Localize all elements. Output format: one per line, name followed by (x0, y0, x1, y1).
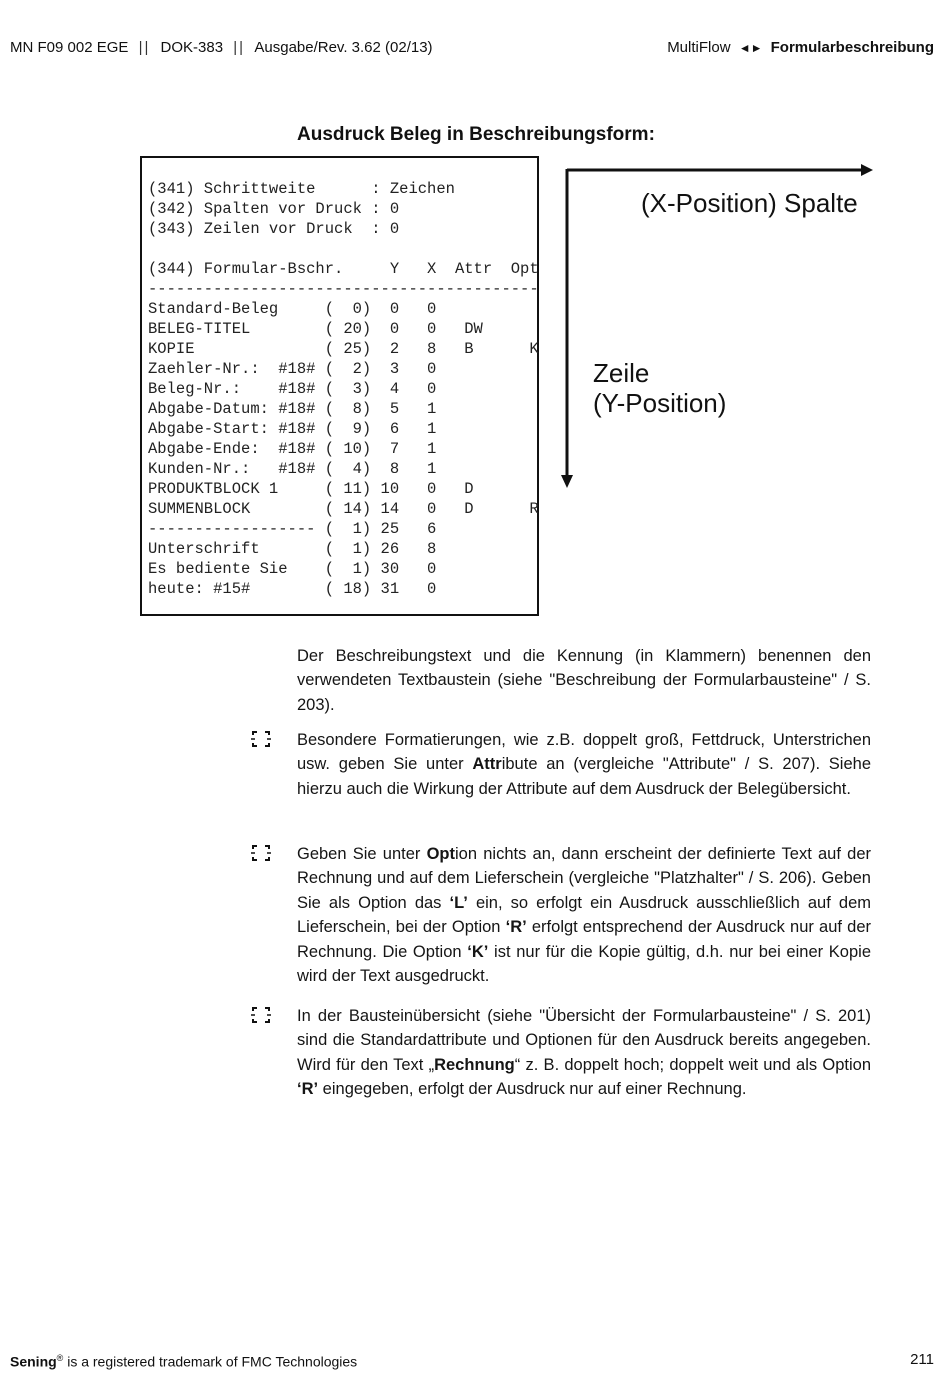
printout-line (148, 239, 539, 259)
option-l: ‘L’ (449, 893, 468, 912)
text: “ z. B. doppelt hoch; doppelt weit und als Option (514, 1055, 871, 1074)
trademark-text: is a registered trademark of FMC Technologies (63, 1353, 358, 1370)
keyword-opt: Opt (426, 845, 456, 863)
header-section-info (667, 39, 934, 56)
paragraph-attributes (297, 728, 871, 801)
doc-code: MN F09 002 EGE (10, 39, 129, 56)
registered-mark: ® (56, 1353, 64, 1363)
printout-line: ------------------------------------------ (148, 280, 539, 298)
header-separator: || (138, 39, 151, 56)
printout-line: Beleg-Nr.: #18# ( 3) 4 0 (148, 380, 437, 398)
text: ein, so erfolgt ein Ausdruck ausschließlich auf dem Lieferschein, bei der Option (297, 893, 871, 937)
option-r: ‘R’ (505, 918, 527, 937)
paragraph-description: Der Beschreibungstext und die Kennung (in Klammern) benennen den verwendeten Textbaustein (siehe "Beschreibung der Formularbausteine" / S. 203). (297, 647, 871, 714)
y-axis-label-line1: Zeile (593, 358, 650, 388)
y-axis-arrowhead-icon (561, 475, 573, 488)
printout-line: (341) Schrittweite : Zeichen (148, 180, 455, 198)
printout-box (140, 156, 539, 616)
keyword-attr: Attr (472, 755, 502, 774)
printout-line: PRODUKTBLOCK 1 ( 11) 10 0 D (148, 480, 474, 498)
text: In der Bausteinübersicht (siehe "Übersicht der Formularbausteine" / S. 201) sind die Standardattribute und Optionen für den Ausdruck bereits angegeben. Wird für den Text „ (297, 1007, 871, 1074)
option-k: ‘K’ (467, 942, 489, 961)
keyword-rechnung: Rechnung (434, 1055, 515, 1074)
brand-name: Sening (10, 1353, 57, 1370)
printout-line: (342) Spalten vor Druck : 0 (148, 200, 400, 218)
doc-number: DOK-383 (160, 39, 224, 56)
printout-line: heute: #15# ( 18) 31 0 (148, 580, 437, 598)
section-title: Ausdruck Beleg in Beschreibungsform: (297, 124, 655, 145)
printout-line: ------------------ ( 1) 25 6 (148, 520, 437, 538)
printout-line: Abgabe-Start: #18# ( 9) 6 1 (148, 420, 437, 438)
doc-revision: Ausgabe/Rev. 3.62 (02/13) (254, 39, 433, 56)
text: eingegeben, erfolgt der Ausdruck nur auf einer Rechnung. (318, 1080, 747, 1099)
section-name: Formularbeschreibung (770, 39, 934, 56)
text: ion nichts an, dann erscheint der definierte Text auf der Rechnung und auf dem Lieferschein (vergleiche "Platzhalter" / S. 206). Geben Sie als Option das (297, 845, 871, 912)
note-bullet-icon (250, 730, 272, 748)
printout-lines (148, 179, 539, 599)
printout-line: Abgabe-Datum: #18# ( 8) 5 1 (148, 400, 437, 418)
printout-line: Abgabe-Ende: #18# ( 10) 7 1 (148, 440, 437, 458)
note-bullet-icon (250, 1006, 272, 1024)
footer-trademark (10, 1353, 357, 1370)
note-bullet-icon (250, 844, 272, 862)
printout-line: KOPIE ( 25) 2 8 B K (148, 340, 539, 358)
printout-line: (343) Zeilen vor Druck : 0 (148, 220, 400, 238)
x-axis-label: (X-Position) Spalte (641, 188, 858, 218)
page-number: 211 (910, 1351, 934, 1368)
printout-line: Es bediente Sie ( 1) 30 0 (148, 560, 437, 578)
text: Besondere Formatierungen, wie z.B. doppelt groß, Fettdruck, Unterstrichen usw. geben Sie unter (297, 731, 871, 774)
product-name: MultiFlow (667, 39, 731, 56)
text: erfolgt entsprechend der Ausdruck nur auf der Rechnung. Die Option (297, 918, 871, 961)
printout-line: BELEG-TITEL ( 20) 0 0 DW (148, 320, 483, 338)
printout-line: Zaehler-Nr.: #18# ( 2) 3 0 (148, 360, 437, 378)
option-r: ‘R’ (297, 1080, 319, 1099)
paragraph-options (297, 842, 871, 988)
y-axis-label (593, 358, 726, 418)
header-document-info (10, 39, 433, 56)
y-axis-label-line2: (Y-Position) (593, 388, 727, 418)
header-separator: || (233, 39, 246, 56)
x-axis-arrowhead-icon (861, 164, 873, 176)
paragraph-overview (297, 1004, 871, 1102)
text: ibute an (vergleiche "Attribute" / S. 207). Siehe hierzu auch die Wirkung der Attribute auf dem Ausdruck der Belegübersicht. (297, 755, 871, 798)
printout-line: Unterschrift ( 1) 26 8 (148, 540, 437, 558)
text: Geben Sie unter (297, 845, 427, 863)
navigation-arrows-icon: ◄► (738, 41, 763, 55)
printout-line: Kunden-Nr.: #18# ( 4) 8 1 (148, 460, 437, 478)
printout-line: (344) Formular-Bschr. Y X Attr Opt (148, 260, 539, 278)
printout-line: SUMMENBLOCK ( 14) 14 0 D R (148, 500, 539, 518)
printout-line: Standard-Beleg ( 0) 0 0 (148, 300, 437, 318)
text: ist nur für die Kopie gültig, d.h. nur bei einer Kopie wird der Text ausgedruckt. (297, 942, 872, 986)
